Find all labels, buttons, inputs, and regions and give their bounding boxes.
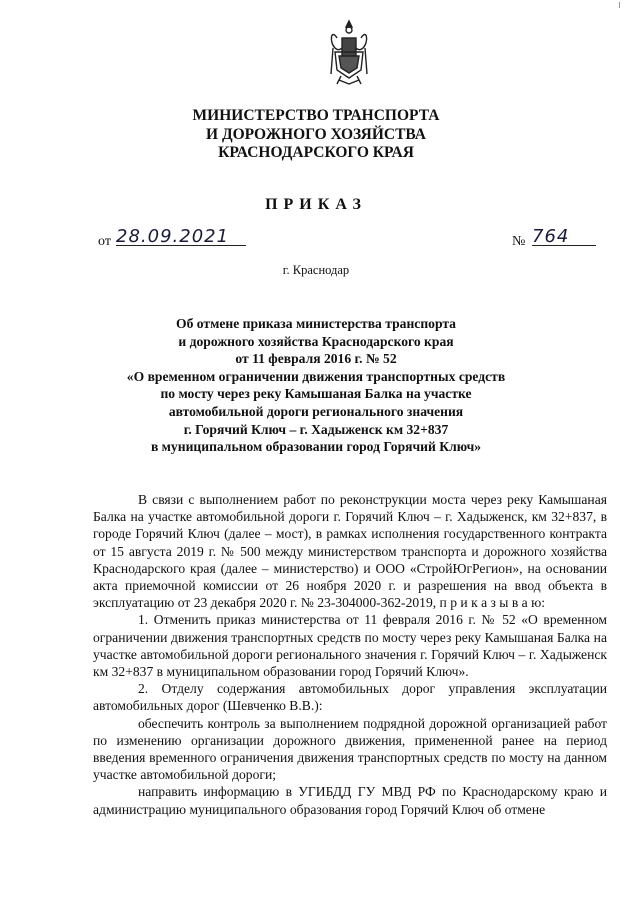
subject-line: от 11 февраля 2016 г. № 52 <box>235 351 397 367</box>
order-subject <box>60 315 572 456</box>
order-date-field <box>98 226 248 248</box>
ministry-line: МИНИСТЕРСТВО ТРАНСПОРТА <box>192 107 440 124</box>
body-paragraph-item-1: 1. Отменить приказ министерства от 11 февраля 2016 г. № 52 «О временном ограничении движения транспортных средств по мосту через реку Камышаная Балка на участке автомобильной дороги регионального значения г. Горячий Ключ – г. Хадыженск км 32+837 в муниципальном образовании город Горячий Ключ». <box>93 612 607 680</box>
document-type-title: ПРИКАЗ <box>265 196 367 213</box>
body-paragraph-subitem: обеспечить контроль за выполнением подрядной дорожной организацией работ по изменению организации дорожного движения, примененной ранее на период введения временного ограничения движения транспортных средств по мосту на данном участке автомобильной дороги; <box>93 715 607 783</box>
handwritten-number: 764 <box>532 226 570 247</box>
handwritten-date: 28.09.2021 <box>116 226 230 247</box>
order-body <box>93 491 607 818</box>
subject-line: г. Горячий Ключ – г. Хадыженск км 32+837 <box>183 421 449 437</box>
order-number-field <box>512 226 602 248</box>
subject-line: в муниципальном образовании город Горячий Ключ» <box>150 439 482 455</box>
city-name: г. Краснодар <box>282 263 350 277</box>
subject-line: «О временном ограничении движения транспортных средств <box>126 368 506 384</box>
ministry-line: И ДОРОЖНОГО ХОЗЯЙСТВА <box>206 125 426 143</box>
number-underline <box>532 245 596 246</box>
number-prefix: № <box>512 234 526 249</box>
subject-line: по мосту через реку Камышаная Балка на участке <box>160 386 472 402</box>
subject-line: автомобильной дороги регионального значения <box>168 403 464 419</box>
body-paragraph-item-2: 2. Отделу содержания автомобильных дорог управления эксплуатации автомобильных дорог (Шевченко В.В.): <box>93 681 607 714</box>
body-paragraph-preamble: В связи с выполнением работ по реконструкции моста через реку Камышаная Балка на участке автомобильной дороги г. Горячий Ключ – г. Хадыженск, км 32+837, в городе Горячий Ключ (далее – мост), в рамках исполнения государственного контракта от 15 августа 2019 г. № 500 между министерством транспорта и дорожного хозяйства Краснодарского края (далее – министерство) и ООО «СтройЮгРегион», на основании акта приемочной комиссии от 26 ноября 2020 г. и разрешения на ввод объекта в эксплуатацию от 23 декабря 2020 г. № 23-304000-362-2019, п р и к а з ы в а ю: <box>93 492 607 611</box>
coat-of-arms-emblem <box>327 18 371 88</box>
date-prefix: от <box>98 234 111 249</box>
ministry-line: КРАСНОДАРСКОГО КРАЯ <box>218 144 414 161</box>
subject-line: и дорожного хозяйства Краснодарского края <box>178 333 454 349</box>
date-underline <box>116 245 246 246</box>
body-paragraph-subitem: направить информацию в УГИБДД ГУ МВД РФ по Краснодарскому краю и администрацию муниципального образования город Горячий Ключ об отмене <box>93 784 607 817</box>
ministry-name <box>0 107 632 163</box>
corner-mark <box>619 2 620 8</box>
subject-line: Об отмене приказа министерства транспорта <box>176 316 456 331</box>
